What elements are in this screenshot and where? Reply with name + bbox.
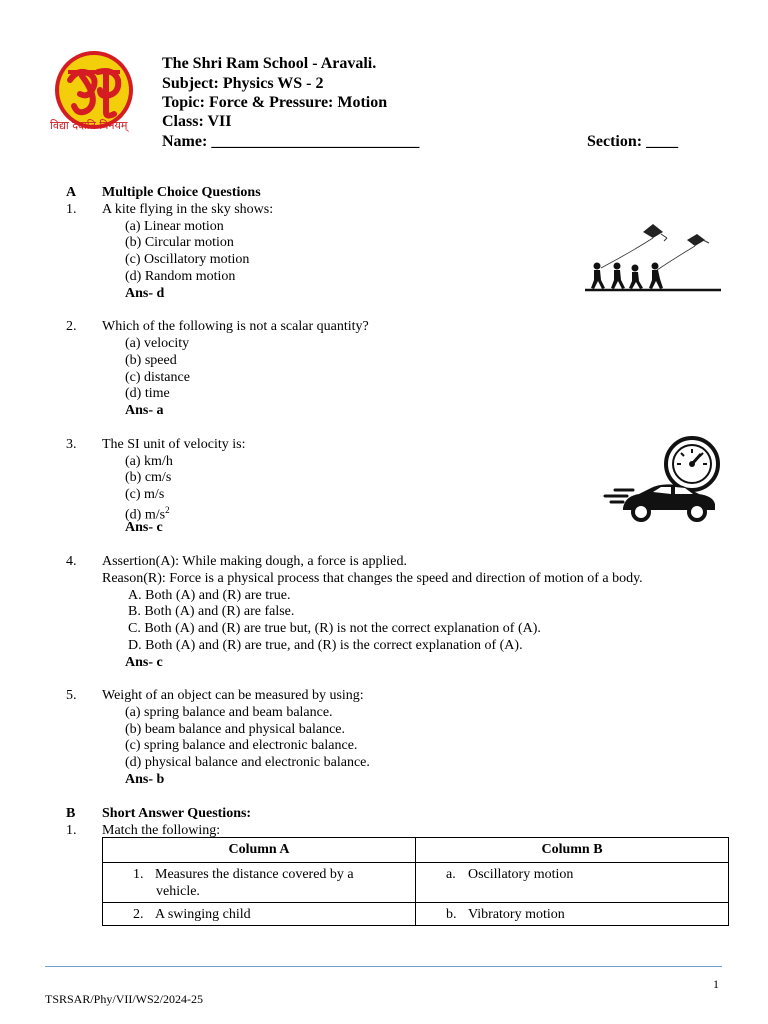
table-row: [103, 863, 729, 903]
q2-option: (d) time: [125, 386, 170, 401]
row-text: A swinging child: [155, 907, 251, 922]
q1-option: (c) Oscillatory motion: [125, 252, 250, 267]
section-a-title: Multiple Choice Questions: [102, 185, 261, 200]
row-text-line1: Measures the distance covered by a: [155, 867, 354, 882]
row-letter: b.: [446, 907, 457, 922]
q3-answer: Ans- c: [125, 520, 163, 535]
q2-option: (a) velocity: [125, 336, 190, 351]
q5-text: Weight of an object can be measured by using:: [102, 688, 364, 703]
q1-text: A kite flying in the sky shows:: [102, 202, 274, 217]
kite-children-illustration: [583, 218, 723, 294]
row-letter: a.: [446, 867, 456, 882]
column-a-header: Column A: [103, 838, 416, 863]
q4-option: C. Both (A) and (R) are true but, (R) is not the correct explanation of (A).: [128, 621, 541, 636]
q5-option: (c) spring balance and electronic balance.: [125, 738, 358, 753]
row-match: Oscillatory motion: [468, 867, 574, 882]
section-b-letter: B: [66, 806, 76, 821]
subject-line: Subject: Physics WS - 2: [162, 75, 324, 92]
q3-option: (c) m/s: [125, 487, 165, 502]
q3-number: 3.: [66, 437, 77, 452]
q4-option: D. Both (A) and (R) are true, and (R) is the correct explanation of (A).: [128, 638, 523, 653]
q4-answer: Ans- c: [125, 655, 163, 670]
column-b-cell: [416, 903, 729, 926]
q4-assertion: Assertion(A): While making dough, a force is applied.: [102, 554, 407, 569]
q3-option-d-text: (d) m/s: [125, 507, 166, 523]
speedometer-car-illustration: [603, 436, 723, 526]
row-number: 2.: [133, 907, 144, 922]
section-field: Section: ____: [587, 133, 679, 150]
b-q1-text: Match the following:: [102, 823, 221, 838]
q3-text: The SI unit of velocity is:: [102, 437, 246, 452]
column-b-cell: [416, 863, 729, 903]
q3-option: (a) km/h: [125, 454, 173, 469]
row-text-line2: vehicle.: [156, 884, 200, 899]
q2-option: (b) speed: [125, 353, 177, 368]
superscript-2: 2: [165, 505, 170, 515]
column-a-cell: [103, 863, 416, 903]
q3-option: (b) cm/s: [125, 470, 172, 485]
page-number: 1: [713, 977, 719, 991]
column-b-header: Column B: [416, 838, 729, 863]
q5-answer: Ans- b: [125, 772, 165, 787]
table-row: [103, 903, 729, 926]
footer-divider: [45, 966, 722, 967]
q2-answer: Ans- a: [125, 403, 164, 418]
q5-number: 5.: [66, 688, 77, 703]
q1-option: (b) Circular motion: [125, 235, 234, 250]
q4-reason: Reason(R): Force is a physical process that changes the speed and direction of motion of a body.: [102, 571, 643, 586]
document-code: TSRSAR/Phy/VII/WS2/2024-25: [45, 992, 204, 1006]
row-text: [155, 866, 354, 883]
row-match: Vibratory motion: [468, 907, 565, 922]
b-q1-number: 1.: [66, 823, 77, 838]
match-table: [102, 837, 729, 926]
table-header-row: [103, 838, 729, 863]
q2-text: Which of the following is not a scalar quantity?: [102, 319, 369, 334]
q5-option: (a) spring balance and beam balance.: [125, 705, 333, 720]
q2-option: (c) distance: [125, 370, 190, 385]
section-a-letter: A: [66, 185, 77, 200]
q5-option: (d) physical balance and electronic balance.: [125, 755, 370, 770]
logo-motto: विद्या ददाति विनयम्: [50, 119, 128, 132]
section-b-title: Short Answer Questions:: [102, 806, 252, 821]
column-a-cell: [103, 903, 416, 926]
row-number: 1.: [133, 867, 144, 882]
q2-number: 2.: [66, 319, 77, 334]
class-line: Class: VII: [162, 113, 232, 130]
q1-option: (a) Linear motion: [125, 219, 224, 234]
q4-number: 4.: [66, 554, 77, 569]
q4-option: A. Both (A) and (R) are true.: [128, 588, 291, 603]
q1-number: 1.: [66, 202, 77, 217]
q1-option: (d) Random motion: [125, 269, 236, 284]
topic-line: Topic: Force & Pressure: Motion: [162, 94, 388, 111]
q1-answer: Ans- d: [125, 286, 165, 301]
q4-option: B. Both (A) and (R) are false.: [128, 604, 295, 619]
q5-option: (b) beam balance and physical balance.: [125, 722, 346, 737]
name-field: Name: __________________________: [162, 133, 420, 150]
school-name: The Shri Ram School - Aravali.: [162, 55, 377, 72]
